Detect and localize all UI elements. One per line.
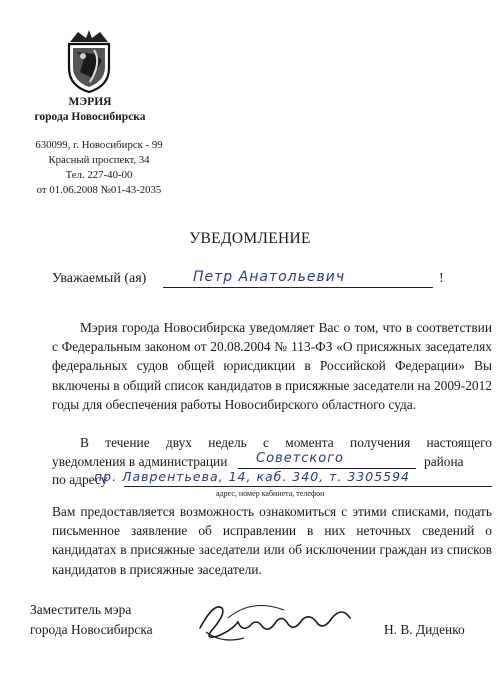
org-city: города Новосибирска	[34, 111, 146, 123]
document-title: УВЕДОМЛЕНИЕ	[189, 230, 311, 247]
address-caption: адрес, номер кабинета, телефон	[216, 489, 325, 498]
body-paragraph-3: Вам предоставляется возможность ознакомиться с этими списками, подать письменное заявление об исправлении в них неточных сведений о кандидатах в присяжные заседатели или об исключении граждан из списков кандидатов в присяжные заседатели.	[52, 504, 492, 577]
signatory-position-line-2: города Новосибирска	[30, 622, 153, 637]
phone-line: Тел. 227-40-00	[65, 169, 133, 181]
signatory-position-line-1: Заместитель мэра	[30, 602, 132, 617]
city-coat-of-arms-icon	[64, 28, 114, 94]
name-fill-line	[163, 269, 433, 288]
district-handwritten: Советского	[256, 451, 344, 466]
greeting-exclamation: !	[439, 271, 444, 286]
reference-line: от 01.06.2008 №01-43-2035	[36, 184, 162, 196]
signatory-name: Н. В. Диденко	[384, 622, 465, 637]
address-label: по адресу	[52, 472, 108, 487]
admin-label: уведомления в администрации	[52, 454, 228, 469]
address-line-2: Красный проспект, 34	[48, 154, 150, 166]
body-paragraph-1: Мэрия города Новосибирска уведомляет Вас о том, что в соответствии с Федеральным законом от 20.08.2004 № 113-ФЗ «О присяжных заседателях федеральных судов общей юрисдикции в Российской Федерации» Вы включены в общий список кандидатов в присяжные заседатели на 2009-2012 годы для обеспечения работы Новосибирского областного суда.	[52, 320, 492, 412]
handwritten-signature-icon	[192, 588, 367, 650]
greeting-label: Уважаемый (ая)	[52, 271, 147, 286]
district-fill-line	[238, 451, 416, 469]
body-paragraph-2-line-1: В течение двух недель с момента получения настоящего	[80, 435, 492, 450]
district-suffix: района	[424, 454, 464, 469]
address-handwritten: пр. Лаврентьева, 14, каб. 340, т. 3305594	[94, 469, 411, 484]
address-line-1: 630099, г. Новосибирск - 99	[35, 139, 163, 151]
recipient-name-handwritten: Петр Анатольевич	[193, 269, 346, 285]
org-name: МЭРИЯ	[68, 96, 112, 108]
address-fill-line	[94, 469, 492, 487]
